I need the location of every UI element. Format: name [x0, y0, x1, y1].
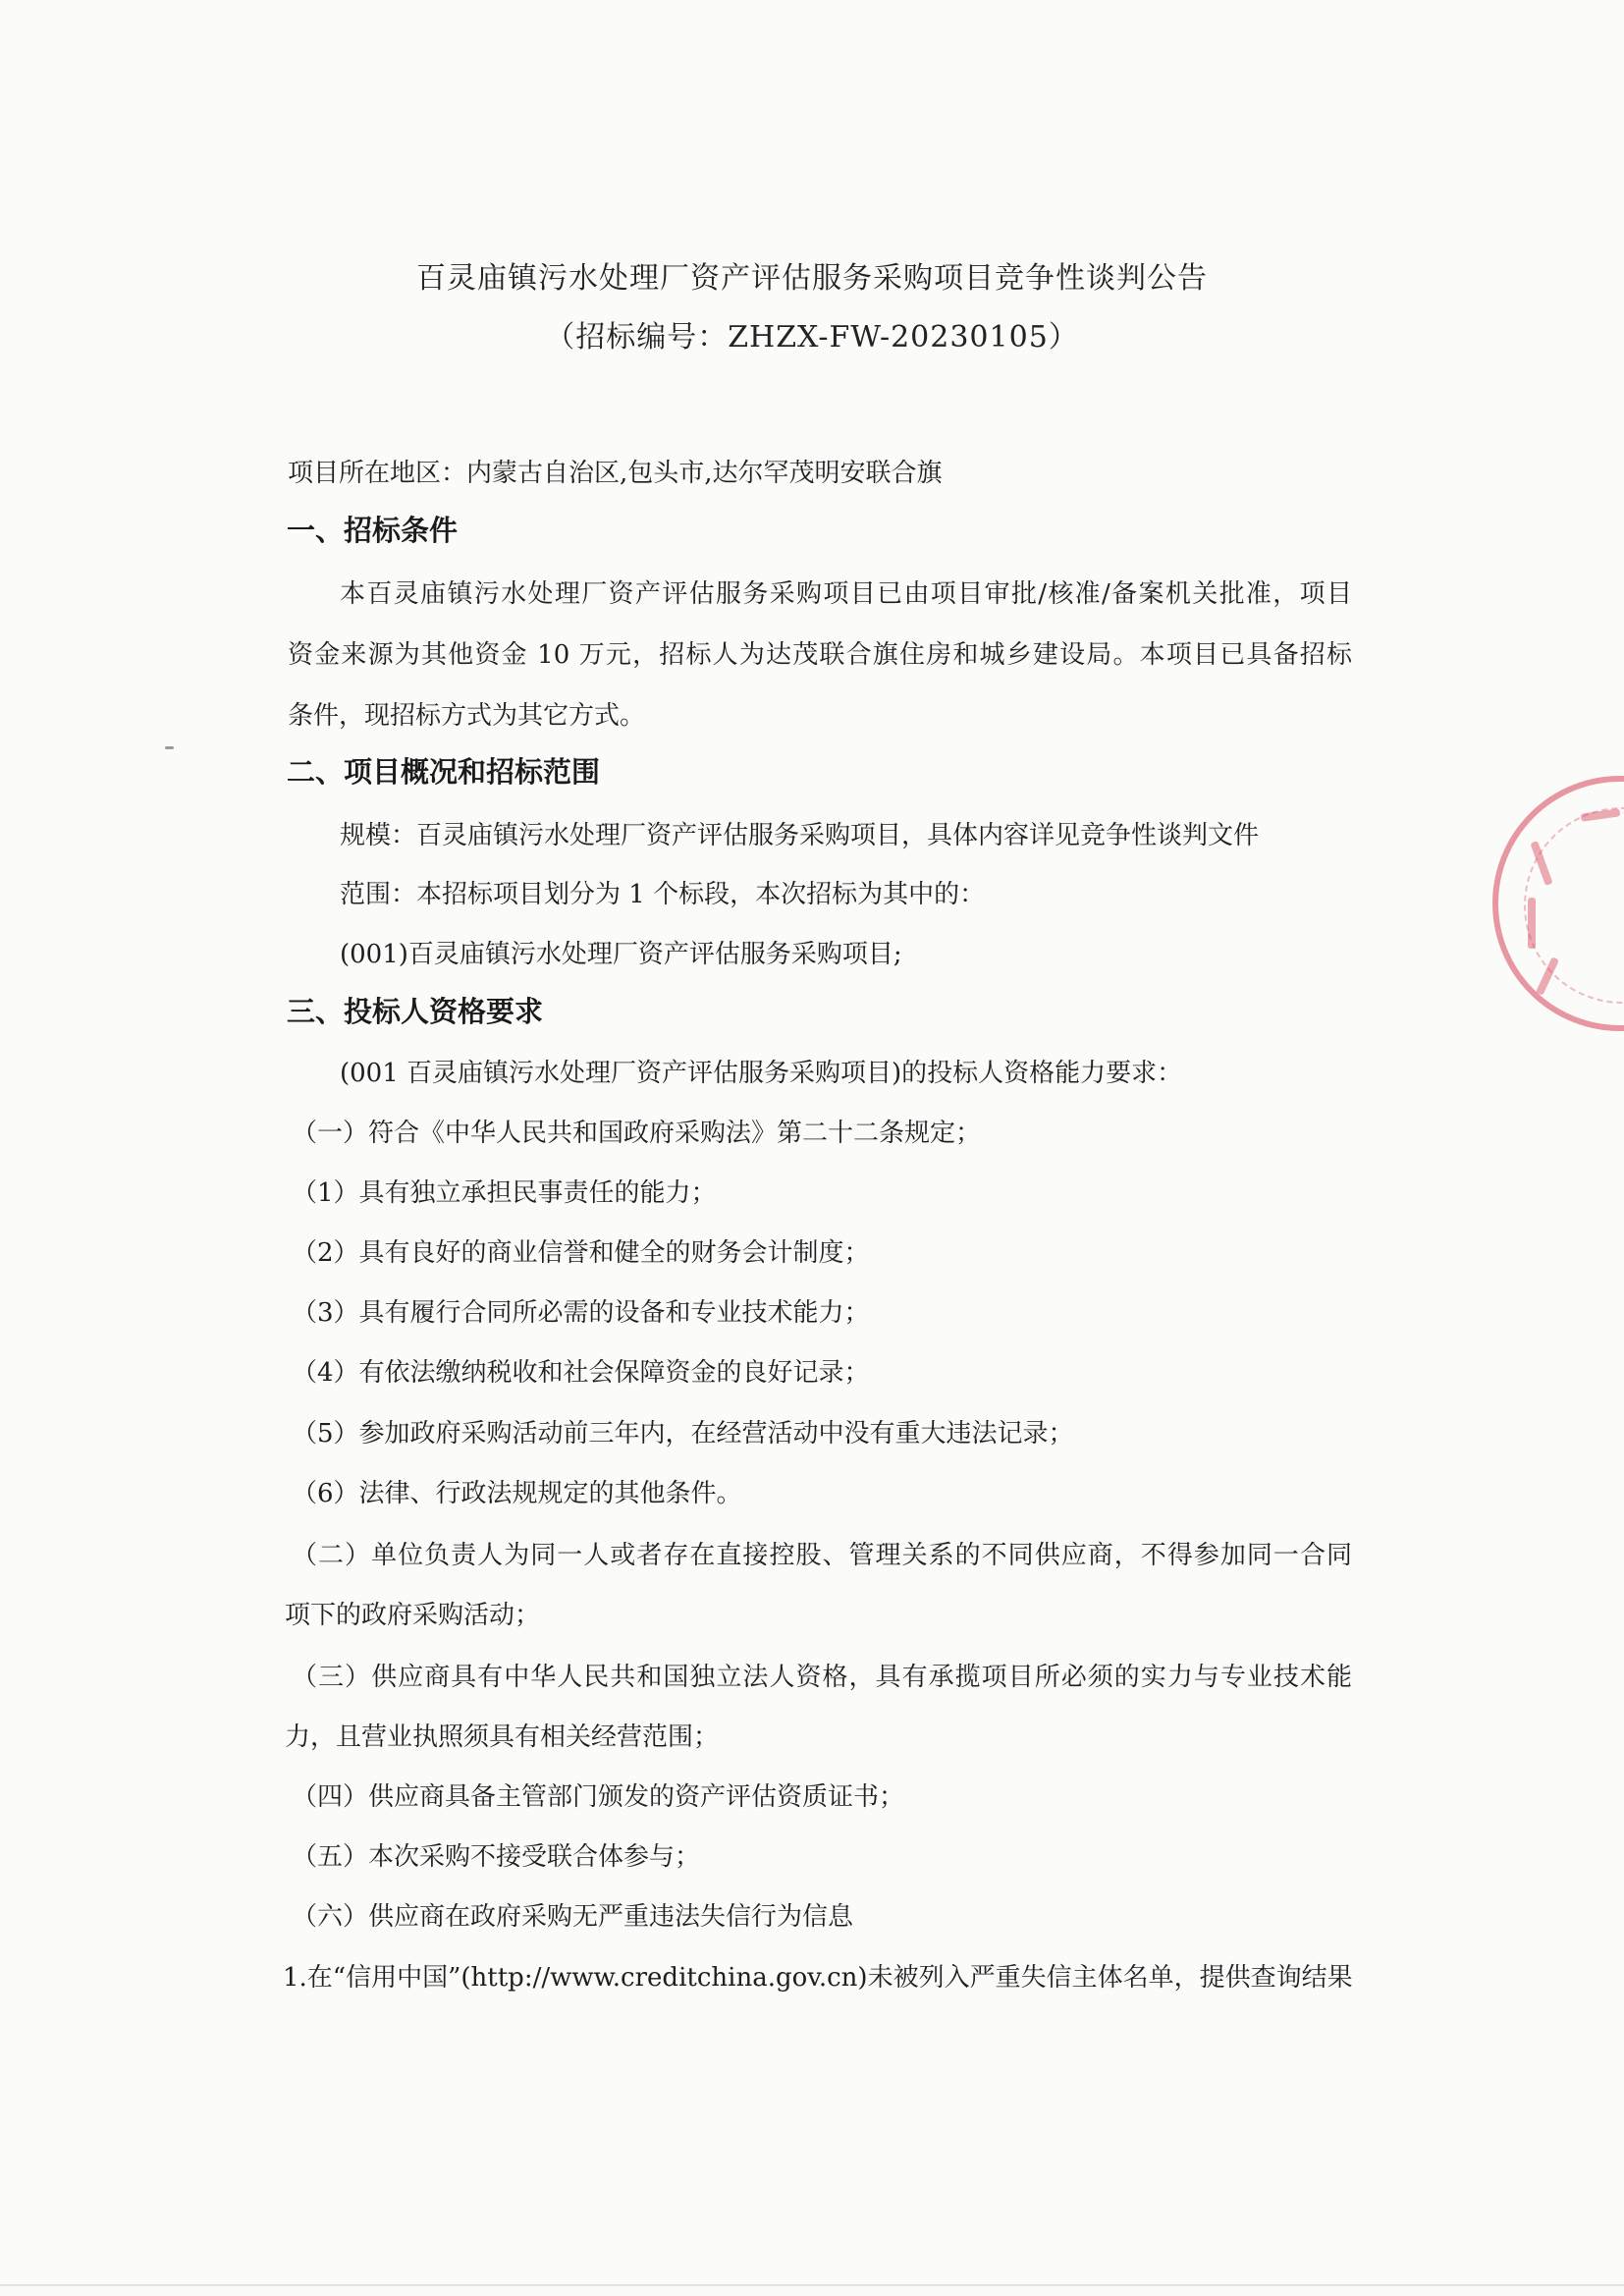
- section-3-line-6: （4）有依法缴纳税收和社会保障资金的良好记录；: [292, 1358, 870, 1388]
- section-3-line-1: (001 百灵庙镇污水处理厂资产评估服务采购项目)的投标人资格能力要求：: [340, 1059, 1183, 1088]
- section-3-line-15: （六）供应商在政府采购无严重违法失信行为信息: [292, 1902, 854, 1932]
- section-3-line-9: （二）单位负责人为同一人或者存在直接控股、管理关系的不同供应商，不得参加同一合同: [292, 1541, 1352, 1570]
- document-title: 百灵庙镇污水处理厂资产评估服务采购项目竞争性谈判公告: [416, 261, 1208, 296]
- section-3-line-16: 1.在“信用中国”(http://www.creditchina.gov.cn)未被列入严重失信主体名单，提供查询结果: [283, 1963, 1353, 1993]
- section-2-line-1: 规模：百灵庙镇污水处理厂资产评估服务采购项目，具体内容详见竞争性谈判文件: [340, 821, 1260, 850]
- official-seal-stamp: [1492, 776, 1624, 1031]
- document-subtitle: （招标编号：ZHZX-FW-20230105）: [545, 320, 1079, 355]
- section-1-line-1: 本百灵庙镇污水处理厂资产评估服务采购项目已由项目审批/核准/备案机关批准，项目: [340, 579, 1352, 609]
- section-3-line-2: （一）符合《中华人民共和国政府采购法》第二十二条规定；: [292, 1119, 982, 1148]
- section-3-line-8: （6）法律、行政法规规定的其他条件。: [292, 1479, 742, 1508]
- location-line: 项目所在地区：内蒙古自治区,包头市,达尔罕茂明安联合旗: [288, 459, 943, 488]
- section-3-line-4: （2）具有良好的商业信誉和健全的财务会计制度；: [292, 1238, 870, 1268]
- seal-inner-ring: [1524, 807, 1624, 1004]
- section-1-line-3: 条件，现招标方式为其它方式。: [288, 701, 646, 731]
- section-heading-1: 一、招标条件: [287, 514, 459, 547]
- section-3-line-12: 力，且营业执照须具有相关经营范围；: [285, 1722, 720, 1752]
- scan-edge-line: [0, 2284, 1624, 2286]
- section-2-line-2: 范围：本招标项目划分为 1 个标段，本次招标为其中的：: [340, 880, 986, 909]
- section-3-line-10: 项下的政府采购活动；: [285, 1601, 541, 1630]
- section-3-line-14: （五）本次采购不接受联合体参与；: [292, 1842, 701, 1872]
- seal-glyph-mark: [1528, 898, 1536, 949]
- section-3-line-11: （三）供应商具有中华人民共和国独立法人资格，具有承揽项目所必须的实力与专业技术能: [292, 1663, 1352, 1692]
- section-heading-3: 三、投标人资格要求: [287, 995, 544, 1028]
- scan-speck: [165, 746, 174, 749]
- section-3-line-5: （3）具有履行合同所必需的设备和专业技术能力；: [292, 1298, 870, 1328]
- section-heading-2: 二、项目概况和招标范围: [287, 755, 601, 789]
- section-2-line-3: (001)百灵庙镇污水处理厂资产评估服务采购项目;: [340, 940, 902, 969]
- section-3-line-7: （5）参加政府采购活动前三年内，在经营活动中没有重大违法记录；: [292, 1419, 1074, 1449]
- section-3-line-13: （四）供应商具备主管部门颁发的资产评估资质证书；: [292, 1782, 905, 1812]
- section-1-line-2: 资金来源为其他资金 10 万元，招标人为达茂联合旗住房和城乡建设局。本项目已具备招标: [288, 640, 1352, 670]
- section-3-line-3: （1）具有独立承担民事责任的能力；: [292, 1178, 717, 1208]
